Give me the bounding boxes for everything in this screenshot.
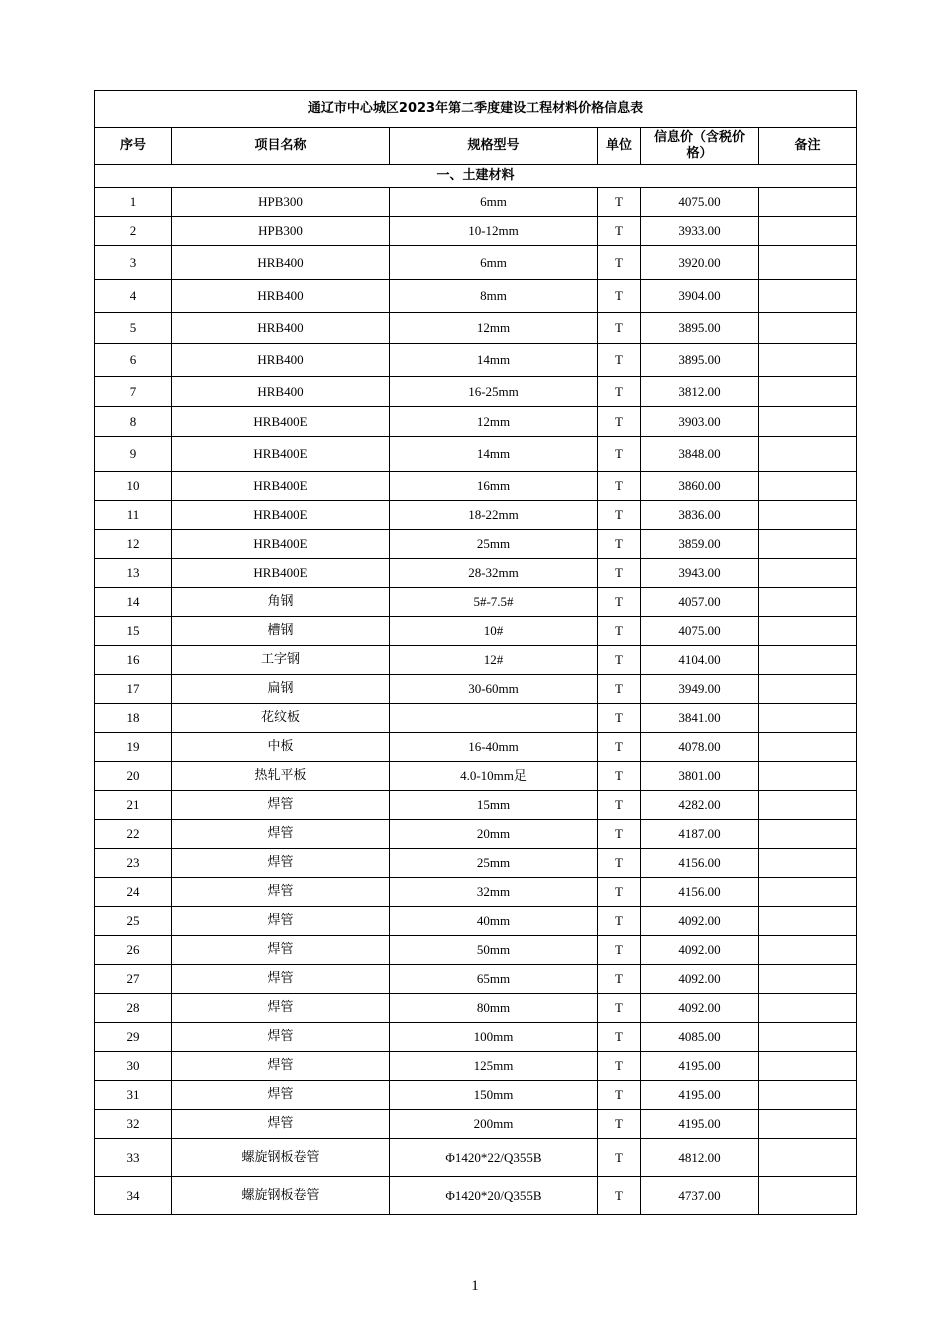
title-row (95, 91, 857, 128)
cell-price: 4282.00 (641, 791, 759, 820)
cell-name: 焊管 (172, 965, 390, 994)
table-row (95, 280, 857, 313)
cell-no: 33 (95, 1139, 172, 1177)
cell-unit: T (598, 1177, 641, 1215)
cell-unit: T (598, 1023, 641, 1052)
cell-spec: 12mm (390, 313, 598, 344)
cell-name: HPB300 (172, 188, 390, 217)
cell-spec: 28-32mm (390, 559, 598, 588)
header-no: 序号 (95, 128, 172, 165)
cell-remark (759, 936, 857, 965)
cell-name: 螺旋钢板卷管 (172, 1177, 390, 1215)
cell-spec: 65mm (390, 965, 598, 994)
cell-unit: T (598, 617, 641, 646)
cell-name: 焊管 (172, 1052, 390, 1081)
table-row (95, 246, 857, 280)
cell-price: 4085.00 (641, 1023, 759, 1052)
cell-name: HRB400E (172, 437, 390, 472)
cell-price: 4092.00 (641, 994, 759, 1023)
cell-no: 2 (95, 217, 172, 246)
cell-spec: 10-12mm (390, 217, 598, 246)
table-row (95, 704, 857, 733)
price-info-table (94, 90, 857, 1215)
cell-unit: T (598, 217, 641, 246)
table-row (95, 675, 857, 704)
cell-remark (759, 965, 857, 994)
cell-price: 3903.00 (641, 407, 759, 437)
cell-spec: 32mm (390, 878, 598, 907)
cell-name: HRB400E (172, 407, 390, 437)
table-row (95, 501, 857, 530)
table-row (95, 217, 857, 246)
table-row (95, 1177, 857, 1215)
cell-spec: 30-60mm (390, 675, 598, 704)
table-row (95, 617, 857, 646)
cell-no: 1 (95, 188, 172, 217)
cell-spec: Φ1420*22/Q355B (390, 1139, 598, 1177)
cell-unit: T (598, 588, 641, 617)
cell-unit: T (598, 437, 641, 472)
cell-price: 3848.00 (641, 437, 759, 472)
cell-no: 22 (95, 820, 172, 849)
cell-price: 4104.00 (641, 646, 759, 675)
cell-remark (759, 1139, 857, 1177)
header-unit: 单位 (598, 128, 641, 165)
cell-price: 3920.00 (641, 246, 759, 280)
cell-spec: Φ1420*20/Q355B (390, 1177, 598, 1215)
cell-spec: 6mm (390, 246, 598, 280)
cell-remark (759, 1177, 857, 1215)
cell-name: 工字钢 (172, 646, 390, 675)
header-remark: 备注 (759, 128, 857, 165)
cell-unit: T (598, 965, 641, 994)
cell-price: 4187.00 (641, 820, 759, 849)
cell-unit: T (598, 1081, 641, 1110)
cell-remark (759, 246, 857, 280)
cell-name: HRB400 (172, 344, 390, 377)
cell-no: 5 (95, 313, 172, 344)
section-row (95, 165, 857, 188)
cell-remark (759, 1081, 857, 1110)
cell-price: 4156.00 (641, 878, 759, 907)
cell-price: 3859.00 (641, 530, 759, 559)
cell-spec: 150mm (390, 1081, 598, 1110)
table-row (95, 344, 857, 377)
cell-spec: 14mm (390, 437, 598, 472)
cell-price: 4812.00 (641, 1139, 759, 1177)
cell-unit: T (598, 675, 641, 704)
cell-remark (759, 1052, 857, 1081)
cell-spec: 100mm (390, 1023, 598, 1052)
cell-no: 15 (95, 617, 172, 646)
table-row (95, 965, 857, 994)
table-row (95, 907, 857, 936)
cell-remark (759, 313, 857, 344)
cell-remark (759, 472, 857, 501)
cell-remark (759, 588, 857, 617)
cell-remark (759, 646, 857, 675)
cell-no: 7 (95, 377, 172, 407)
cell-remark (759, 733, 857, 762)
cell-name: 中板 (172, 733, 390, 762)
cell-no: 13 (95, 559, 172, 588)
cell-no: 3 (95, 246, 172, 280)
cell-name: 槽钢 (172, 617, 390, 646)
cell-remark (759, 1110, 857, 1139)
cell-no: 34 (95, 1177, 172, 1215)
cell-price: 3943.00 (641, 559, 759, 588)
cell-no: 9 (95, 437, 172, 472)
cell-spec: 16mm (390, 472, 598, 501)
table-row (95, 1081, 857, 1110)
table-row (95, 407, 857, 437)
cell-unit: T (598, 646, 641, 675)
cell-unit: T (598, 820, 641, 849)
cell-no: 29 (95, 1023, 172, 1052)
cell-spec: 14mm (390, 344, 598, 377)
cell-name: 热轧平板 (172, 762, 390, 791)
table-row (95, 936, 857, 965)
cell-no: 20 (95, 762, 172, 791)
cell-price: 3812.00 (641, 377, 759, 407)
table-title: 通辽市中心城区2023年第二季度建设工程材料价格信息表 (95, 91, 857, 128)
cell-no: 16 (95, 646, 172, 675)
table-row (95, 1139, 857, 1177)
cell-no: 8 (95, 407, 172, 437)
cell-name: 焊管 (172, 1081, 390, 1110)
table-row (95, 1110, 857, 1139)
cell-spec: 25mm (390, 530, 598, 559)
cell-spec: 4.0-10mm足 (390, 762, 598, 791)
cell-price: 4092.00 (641, 907, 759, 936)
header-row (95, 128, 857, 165)
table-row (95, 646, 857, 675)
header-price: 信息价（含税价格） (641, 128, 759, 165)
cell-unit: T (598, 313, 641, 344)
cell-name: HRB400 (172, 246, 390, 280)
cell-unit: T (598, 407, 641, 437)
cell-unit: T (598, 246, 641, 280)
cell-name: 焊管 (172, 994, 390, 1023)
cell-remark (759, 878, 857, 907)
table-row (95, 1023, 857, 1052)
cell-remark (759, 704, 857, 733)
cell-unit: T (598, 936, 641, 965)
table-row (95, 762, 857, 791)
cell-no: 25 (95, 907, 172, 936)
cell-spec: 20mm (390, 820, 598, 849)
cell-remark (759, 217, 857, 246)
cell-spec: 16-40mm (390, 733, 598, 762)
cell-name: HRB400 (172, 280, 390, 313)
cell-no: 32 (95, 1110, 172, 1139)
cell-remark (759, 617, 857, 646)
cell-spec: 16-25mm (390, 377, 598, 407)
cell-price: 4078.00 (641, 733, 759, 762)
cell-unit: T (598, 377, 641, 407)
cell-remark (759, 1023, 857, 1052)
cell-remark (759, 188, 857, 217)
cell-spec: 5#-7.5# (390, 588, 598, 617)
cell-unit: T (598, 188, 641, 217)
cell-name: HRB400E (172, 501, 390, 530)
cell-price: 4737.00 (641, 1177, 759, 1215)
cell-price: 3801.00 (641, 762, 759, 791)
cell-no: 21 (95, 791, 172, 820)
header-name: 项目名称 (172, 128, 390, 165)
cell-name: 焊管 (172, 820, 390, 849)
cell-name: 焊管 (172, 1023, 390, 1052)
cell-unit: T (598, 1139, 641, 1177)
cell-spec: 12# (390, 646, 598, 675)
cell-spec: 15mm (390, 791, 598, 820)
cell-unit: T (598, 791, 641, 820)
cell-name: 焊管 (172, 907, 390, 936)
cell-unit: T (598, 994, 641, 1023)
cell-no: 19 (95, 733, 172, 762)
cell-spec: 12mm (390, 407, 598, 437)
cell-unit: T (598, 1052, 641, 1081)
cell-price: 4156.00 (641, 849, 759, 878)
cell-name: 焊管 (172, 1110, 390, 1139)
cell-spec: 200mm (390, 1110, 598, 1139)
cell-remark (759, 344, 857, 377)
table-row (95, 849, 857, 878)
cell-price: 3860.00 (641, 472, 759, 501)
table-row (95, 377, 857, 407)
cell-remark (759, 407, 857, 437)
cell-remark (759, 280, 857, 313)
cell-spec: 50mm (390, 936, 598, 965)
cell-spec: 18-22mm (390, 501, 598, 530)
cell-no: 24 (95, 878, 172, 907)
cell-remark (759, 820, 857, 849)
cell-remark (759, 530, 857, 559)
table-row (95, 791, 857, 820)
cell-remark (759, 791, 857, 820)
cell-name: HRB400E (172, 530, 390, 559)
cell-no: 30 (95, 1052, 172, 1081)
cell-spec: 25mm (390, 849, 598, 878)
cell-no: 28 (95, 994, 172, 1023)
cell-no: 4 (95, 280, 172, 313)
cell-unit: T (598, 849, 641, 878)
cell-name: 螺旋钢板卷管 (172, 1139, 390, 1177)
cell-no: 12 (95, 530, 172, 559)
cell-name: 角钢 (172, 588, 390, 617)
cell-unit: T (598, 762, 641, 791)
cell-price: 4195.00 (641, 1110, 759, 1139)
table-row (95, 733, 857, 762)
cell-unit: T (598, 704, 641, 733)
cell-remark (759, 849, 857, 878)
cell-no: 11 (95, 501, 172, 530)
cell-price: 3949.00 (641, 675, 759, 704)
cell-spec: 80mm (390, 994, 598, 1023)
cell-spec: 6mm (390, 188, 598, 217)
cell-name: 焊管 (172, 849, 390, 878)
table-row (95, 1052, 857, 1081)
cell-spec: 125mm (390, 1052, 598, 1081)
cell-spec: 40mm (390, 907, 598, 936)
table-row (95, 588, 857, 617)
cell-price: 3895.00 (641, 344, 759, 377)
cell-name: HRB400E (172, 472, 390, 501)
page-number: 1 (471, 1278, 479, 1294)
table-row (95, 559, 857, 588)
cell-name: HRB400 (172, 313, 390, 344)
table-row (95, 994, 857, 1023)
cell-remark (759, 994, 857, 1023)
cell-remark (759, 377, 857, 407)
cell-unit: T (598, 280, 641, 313)
cell-remark (759, 762, 857, 791)
table-row (95, 313, 857, 344)
table-row (95, 878, 857, 907)
cell-price: 3933.00 (641, 217, 759, 246)
cell-price: 4092.00 (641, 965, 759, 994)
cell-no: 26 (95, 936, 172, 965)
cell-name: 扁钢 (172, 675, 390, 704)
cell-no: 10 (95, 472, 172, 501)
table-row (95, 820, 857, 849)
cell-price: 3895.00 (641, 313, 759, 344)
cell-no: 14 (95, 588, 172, 617)
cell-spec (390, 704, 598, 733)
header-spec: 规格型号 (390, 128, 598, 165)
cell-price: 4057.00 (641, 588, 759, 617)
table-row (95, 437, 857, 472)
cell-unit: T (598, 733, 641, 762)
cell-price: 3836.00 (641, 501, 759, 530)
cell-unit: T (598, 344, 641, 377)
cell-remark (759, 675, 857, 704)
table-row (95, 188, 857, 217)
cell-no: 18 (95, 704, 172, 733)
cell-name: 焊管 (172, 791, 390, 820)
cell-remark (759, 501, 857, 530)
cell-unit: T (598, 878, 641, 907)
cell-no: 27 (95, 965, 172, 994)
cell-remark (759, 907, 857, 936)
cell-name: 焊管 (172, 878, 390, 907)
cell-remark (759, 559, 857, 588)
cell-spec: 8mm (390, 280, 598, 313)
cell-unit: T (598, 907, 641, 936)
cell-unit: T (598, 501, 641, 530)
cell-name: HRB400E (172, 559, 390, 588)
cell-remark (759, 437, 857, 472)
section-title: 一、土建材料 (95, 165, 857, 188)
cell-price: 4195.00 (641, 1052, 759, 1081)
cell-spec: 10# (390, 617, 598, 646)
cell-no: 6 (95, 344, 172, 377)
cell-name: HRB400 (172, 377, 390, 407)
cell-price: 4092.00 (641, 936, 759, 965)
cell-price: 4075.00 (641, 617, 759, 646)
cell-no: 23 (95, 849, 172, 878)
cell-unit: T (598, 472, 641, 501)
table-row (95, 530, 857, 559)
cell-price: 3841.00 (641, 704, 759, 733)
table-row (95, 472, 857, 501)
cell-name: HPB300 (172, 217, 390, 246)
cell-name: 焊管 (172, 936, 390, 965)
cell-unit: T (598, 1110, 641, 1139)
cell-no: 31 (95, 1081, 172, 1110)
cell-price: 4075.00 (641, 188, 759, 217)
cell-price: 3904.00 (641, 280, 759, 313)
cell-unit: T (598, 559, 641, 588)
cell-unit: T (598, 530, 641, 559)
cell-price: 4195.00 (641, 1081, 759, 1110)
cell-name: 花纹板 (172, 704, 390, 733)
cell-no: 17 (95, 675, 172, 704)
